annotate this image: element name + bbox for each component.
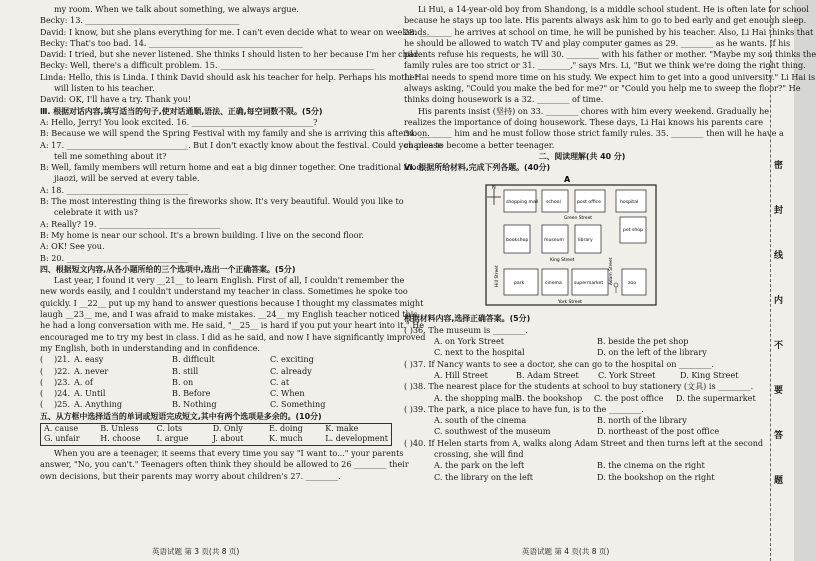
dialog-line: David: OK, I'll have a try. Thank you! (40, 94, 192, 105)
option-row (404, 460, 760, 471)
option-row (404, 415, 760, 426)
street-label: King Street (550, 258, 575, 264)
dialog-line: A: Hello, Jerry! You look excited. 16. ______________________________? (40, 116, 318, 127)
option-row: ( )22. A. never B. still C. already (40, 366, 392, 377)
option-d[interactable]: D. northeast of the post office (597, 426, 720, 437)
option-a[interactable]: A. easy (74, 354, 104, 365)
word-box (40, 423, 392, 446)
passage-line: answer, "No, you can't." Teenagers often think they should be allowed to 26 ________ their (40, 459, 409, 470)
word-option: B. Unless (100, 423, 139, 433)
dialog-line: A: 18. ______________________________ (40, 184, 188, 195)
option-d[interactable]: D. the supermarket (676, 392, 756, 403)
word-option: H. choose (100, 434, 141, 444)
option-c[interactable]: C. the post office (594, 392, 664, 403)
passage-line: family rules are too strict or 31. ________," says Mrs. Li, "But we think we're doing the right thing. (404, 60, 806, 71)
option-b[interactable]: B. Nothing (172, 399, 217, 410)
word-option: A. cause (44, 423, 79, 433)
question-stem: ( )36. The museum is ________. (404, 324, 528, 335)
dialog-line: B: Because we will spend the Spring Festival with my family and she is arriving this afternoon. (40, 128, 430, 139)
map-building-label: library (578, 238, 593, 244)
dialog-line: B: The most interesting thing is the fireworks show. It's very beautiful. Would you like to (40, 196, 404, 207)
word-option: D. Only (212, 423, 243, 433)
passage-line: 28. ________ he arrives at school on time, he will be punished by his teacher. Also, Li Hai thinks that (404, 26, 814, 37)
question-stem-cont: crossing, she will find (434, 449, 524, 460)
dialog-line: A: 17. ______________________________. But I don't exactly know about the festival. Could you please (40, 139, 443, 150)
passage-line: chance to become a better teenager. (404, 139, 555, 150)
street-label: Adam Street (609, 258, 614, 286)
passage-top (404, 4, 816, 151)
option-b[interactable]: B. north of the library (597, 415, 687, 426)
section4-title: 四、根据短文内容,从各小题所给的三个选项中,选出一个正确答案。(5分) (40, 264, 296, 274)
dialog-line: celebrate it with us? (54, 207, 138, 218)
passage-line: my English, both in understanding and in confidence. (40, 342, 260, 353)
question-stem: ( )38. The nearest place for the students at school to buy stationery (文具) is ________. (404, 381, 754, 392)
option-row (404, 336, 760, 347)
section3-title: Ⅲ. 根据对话内容,填写适当的句子,使对话通顺,语法、正确,每空词数不限。(5分) (40, 106, 323, 116)
option-b[interactable]: B. Before (172, 388, 211, 399)
option-a[interactable]: A. never (74, 365, 109, 376)
seal-line (770, 0, 771, 561)
option-c[interactable]: C. southwest of the museum (434, 426, 551, 437)
option-row: ( )23. A. of B. on C. at (40, 377, 392, 388)
passage-line: he had a long conversation with me. He said, "__25__ is hard if you put your heart into it." He (40, 320, 425, 331)
passage-line: thinks doing housework is a 32. ________ of time. (404, 94, 604, 105)
option-d[interactable]: D. on the left of the library (597, 347, 707, 358)
option-c[interactable]: C. exciting (270, 354, 314, 365)
map-building-label: cinema (545, 281, 562, 287)
passage-line: he should be allowed to watch TV and play computer games as 29. ________ as he wants. If his (404, 37, 791, 48)
option-c[interactable]: C. When (270, 388, 305, 399)
passage-line: own decisions, but their parents may worry about children's 27. ________. (40, 470, 341, 481)
passage-line: laugh __23__ me, and I was afraid to make mistakes. __24__ my English teacher noticed this, (40, 309, 421, 320)
option-row (404, 370, 760, 381)
street-label: York Street (558, 300, 582, 306)
passage-line: 34. ________ him and he must follow those strict family rules. 35. ________ then will he have a (404, 128, 784, 139)
page-footer-right: 英语试题 第 4 页(共 8 页) (522, 547, 610, 556)
seal-char: 题 (774, 476, 784, 486)
word-option: L. development (325, 434, 388, 444)
option-c[interactable]: C. at (270, 376, 290, 387)
passage-line: parents refuse his requests, he will 30. ________ with his father or mother. "Maybe my son thinks the (404, 49, 816, 60)
seal-char: 答 (774, 431, 784, 441)
dialog-line: jiaozi, will be served at every table. (54, 173, 200, 184)
passage-line: quickly. I __22__ put up my hand to answer questions because I thought my classmates might (40, 297, 424, 308)
option-row: ( )25. A. Anything B. Nothing C. Something (40, 399, 392, 410)
seal-margin (770, 0, 794, 561)
word-option: C. lots (156, 423, 183, 433)
option-a[interactable]: A. of (74, 376, 93, 387)
question-stem: ( )39. The park, a nice place to have fun, is to the ________. (404, 403, 644, 414)
street-label: Green Street (564, 216, 593, 222)
word-option: J. about (212, 434, 244, 444)
map-figure (404, 173, 760, 313)
option-row (404, 472, 760, 483)
map-label-a: A (564, 175, 571, 185)
question-stem: ( )37. If Nancy wants to see a doctor, she can go to the hospital on ________. (404, 358, 714, 369)
dialog-line: my room. When we talk about something, we always argue. (54, 4, 300, 14)
option-a[interactable]: A. on York Street (434, 336, 505, 347)
passage5 (40, 447, 409, 482)
seal-char: 线 (774, 251, 784, 261)
option-c[interactable]: C. the library on the left (434, 471, 534, 482)
dialog-top (40, 4, 430, 106)
option-c[interactable]: C. next to the hospital (434, 347, 525, 358)
dialog-line: Becky: That's too bad. 14. ______________________________________ (40, 37, 303, 48)
passage-line: encouraged me to try my best in class. I did as he said, and now I have significantly improved (40, 331, 426, 342)
passage-line: Li Hai needs to spend more time on his study. We expect him to get into a good university." Li Hai is (404, 71, 816, 82)
option-row (404, 347, 760, 358)
map-building-label: school (546, 200, 561, 206)
option-b[interactable]: B. still (172, 365, 199, 376)
right-page (404, 4, 816, 483)
seal-text (774, 158, 783, 486)
seal-char: 密 (774, 161, 784, 171)
option-d[interactable]: D. the bookshop on the right (597, 471, 715, 482)
dialog-line: will listen to his teacher. (54, 83, 155, 94)
option-row (404, 393, 760, 404)
seal-char: 封 (774, 206, 784, 216)
compass-label: N (492, 185, 496, 192)
dialog-line: B: 20. ______________________________ (40, 252, 189, 263)
map-building-label: zoo (628, 281, 637, 287)
word-option: I. argue (156, 434, 189, 444)
question-stem: ( )40. If Helen starts from A, walks along Adam Street and then turns left at the second (404, 437, 764, 448)
dialog-line: Linda: Hello, this is Linda. I think David should ask his teacher for help. Perhaps his mother (40, 71, 419, 82)
passage-line: because he stays up too late. His parents always ask him to go to bed early and get enough sleep. (404, 15, 807, 26)
option-b[interactable]: B. on (172, 376, 194, 387)
street-map (480, 173, 660, 311)
passage-line: new words easily, and I couldn't understand my teacher in class. Sometimes he spoke too (40, 286, 408, 297)
option-b[interactable]: B. beside the pet shop (597, 336, 689, 347)
dialog-line: Becky: Well, there's a difficult problem. 15. ______________________________________ (40, 60, 374, 71)
map-building-label: shopping mall (506, 200, 539, 206)
word-option: G. unfair (44, 434, 80, 444)
section6-title: Ⅵ. 根据所给材料,完成下列各题。(40分) (404, 163, 551, 173)
dialog-line: A: OK! See you. (40, 241, 105, 252)
part2-title: 二、阅读理解(共 40 分) (538, 151, 626, 161)
person-marker-icon (614, 283, 618, 287)
option-b[interactable]: B. the bookshop (516, 392, 583, 403)
option-c[interactable]: C. York Street (598, 369, 656, 380)
option-a[interactable]: A. south of the cinema (434, 415, 527, 426)
page-footer-left: 英语试题 第 3 页(共 8 页) (152, 547, 240, 556)
option-b[interactable]: B. the cinema on the right (597, 460, 705, 471)
questions (404, 324, 764, 483)
option-c[interactable]: C. already (270, 365, 312, 376)
left-page (40, 4, 443, 482)
map-building-label: museum (544, 238, 564, 244)
option-b[interactable]: B. difficult (172, 354, 215, 365)
seal-char: 内 (774, 296, 784, 306)
option-row: ( )21. A. easy B. difficult C. exciting (40, 354, 392, 365)
options4 (40, 354, 392, 410)
option-a[interactable]: A. Hill Street (434, 369, 488, 380)
dialog-line: Becky: 13. ______________________________________ (40, 15, 240, 26)
option-a[interactable]: A. the park on the left (434, 460, 525, 471)
map-building-label: park (514, 281, 525, 287)
passage-line: His parents insist (坚持) on 33. ________ chores with him every weekend. Gradually he (418, 105, 770, 116)
option-a[interactable]: A. Anything (74, 399, 123, 410)
option-c[interactable]: C. Something (270, 399, 326, 410)
dialog-line: David: I tried, but she never listened. She thinks I should listen to her because I'm her child. (40, 49, 421, 60)
option-row: ( )24. A. Until B. Before C. When (40, 388, 392, 399)
map-svg (480, 173, 660, 311)
passage-line: Li Hui, a 14-year-old boy from Shandong, is a middle school student. He is often late for school (418, 4, 809, 14)
dialog-line: tell me something about it? (54, 150, 167, 161)
map-building-label: post office (577, 200, 601, 206)
street-label: Hill Street (495, 265, 500, 288)
passage4 (40, 275, 426, 354)
passage-line: Last year, I found it very __21__ to learn English. First of all, I couldn't remember the (54, 275, 405, 286)
dialog-line: B: Well, family members will return home and eat a big dinner together. One traditional food, (40, 162, 425, 173)
word-option: K. much (269, 434, 303, 444)
option-d[interactable]: D. King Street (680, 369, 739, 380)
option-a[interactable]: A. Until (74, 388, 106, 399)
map-building-label: supermarket (574, 281, 604, 287)
seal-char: 不 (774, 341, 784, 351)
map-building-label: pet shop (623, 228, 644, 234)
option-row (404, 426, 760, 437)
dialog3 (40, 116, 443, 264)
passage-line: When you are a teenager, it seems that every time you say "I want to..." your parents (54, 447, 404, 458)
map-building-label: hospital (620, 200, 639, 206)
passage-line: always asking, "Could you make the bed for me?" or "Could you help me to sweep the floor?" He (404, 83, 801, 94)
map-building-label: bookshop (506, 238, 529, 244)
seal-char: 要 (774, 386, 784, 396)
passage-line: realizes the importance of doing housework. These days, Li Hai knows his parents care (404, 116, 764, 127)
word-option: E. doing (269, 423, 303, 433)
word-option: K. make (325, 423, 359, 433)
dialog-line: David: I know, but she plans everything for me. I can't even decide what to wear on weekends. (40, 26, 430, 37)
option-a[interactable]: A. the shopping mall (434, 392, 519, 403)
section6a-title: 根据材料内容,选择正确答案。(5分) (404, 314, 531, 324)
dialog-line: A: Really? 19. ______________________________ (40, 218, 221, 229)
option-b[interactable]: B. Adam Street (516, 369, 579, 380)
section5-title: 五、从方框中选择适当的单词或短语完成短文,其中有两个选项是多余的。(10分) (40, 411, 322, 421)
dialog-line: B: My home is near our school. It's a brown building. I live on the second floor. (40, 229, 364, 240)
